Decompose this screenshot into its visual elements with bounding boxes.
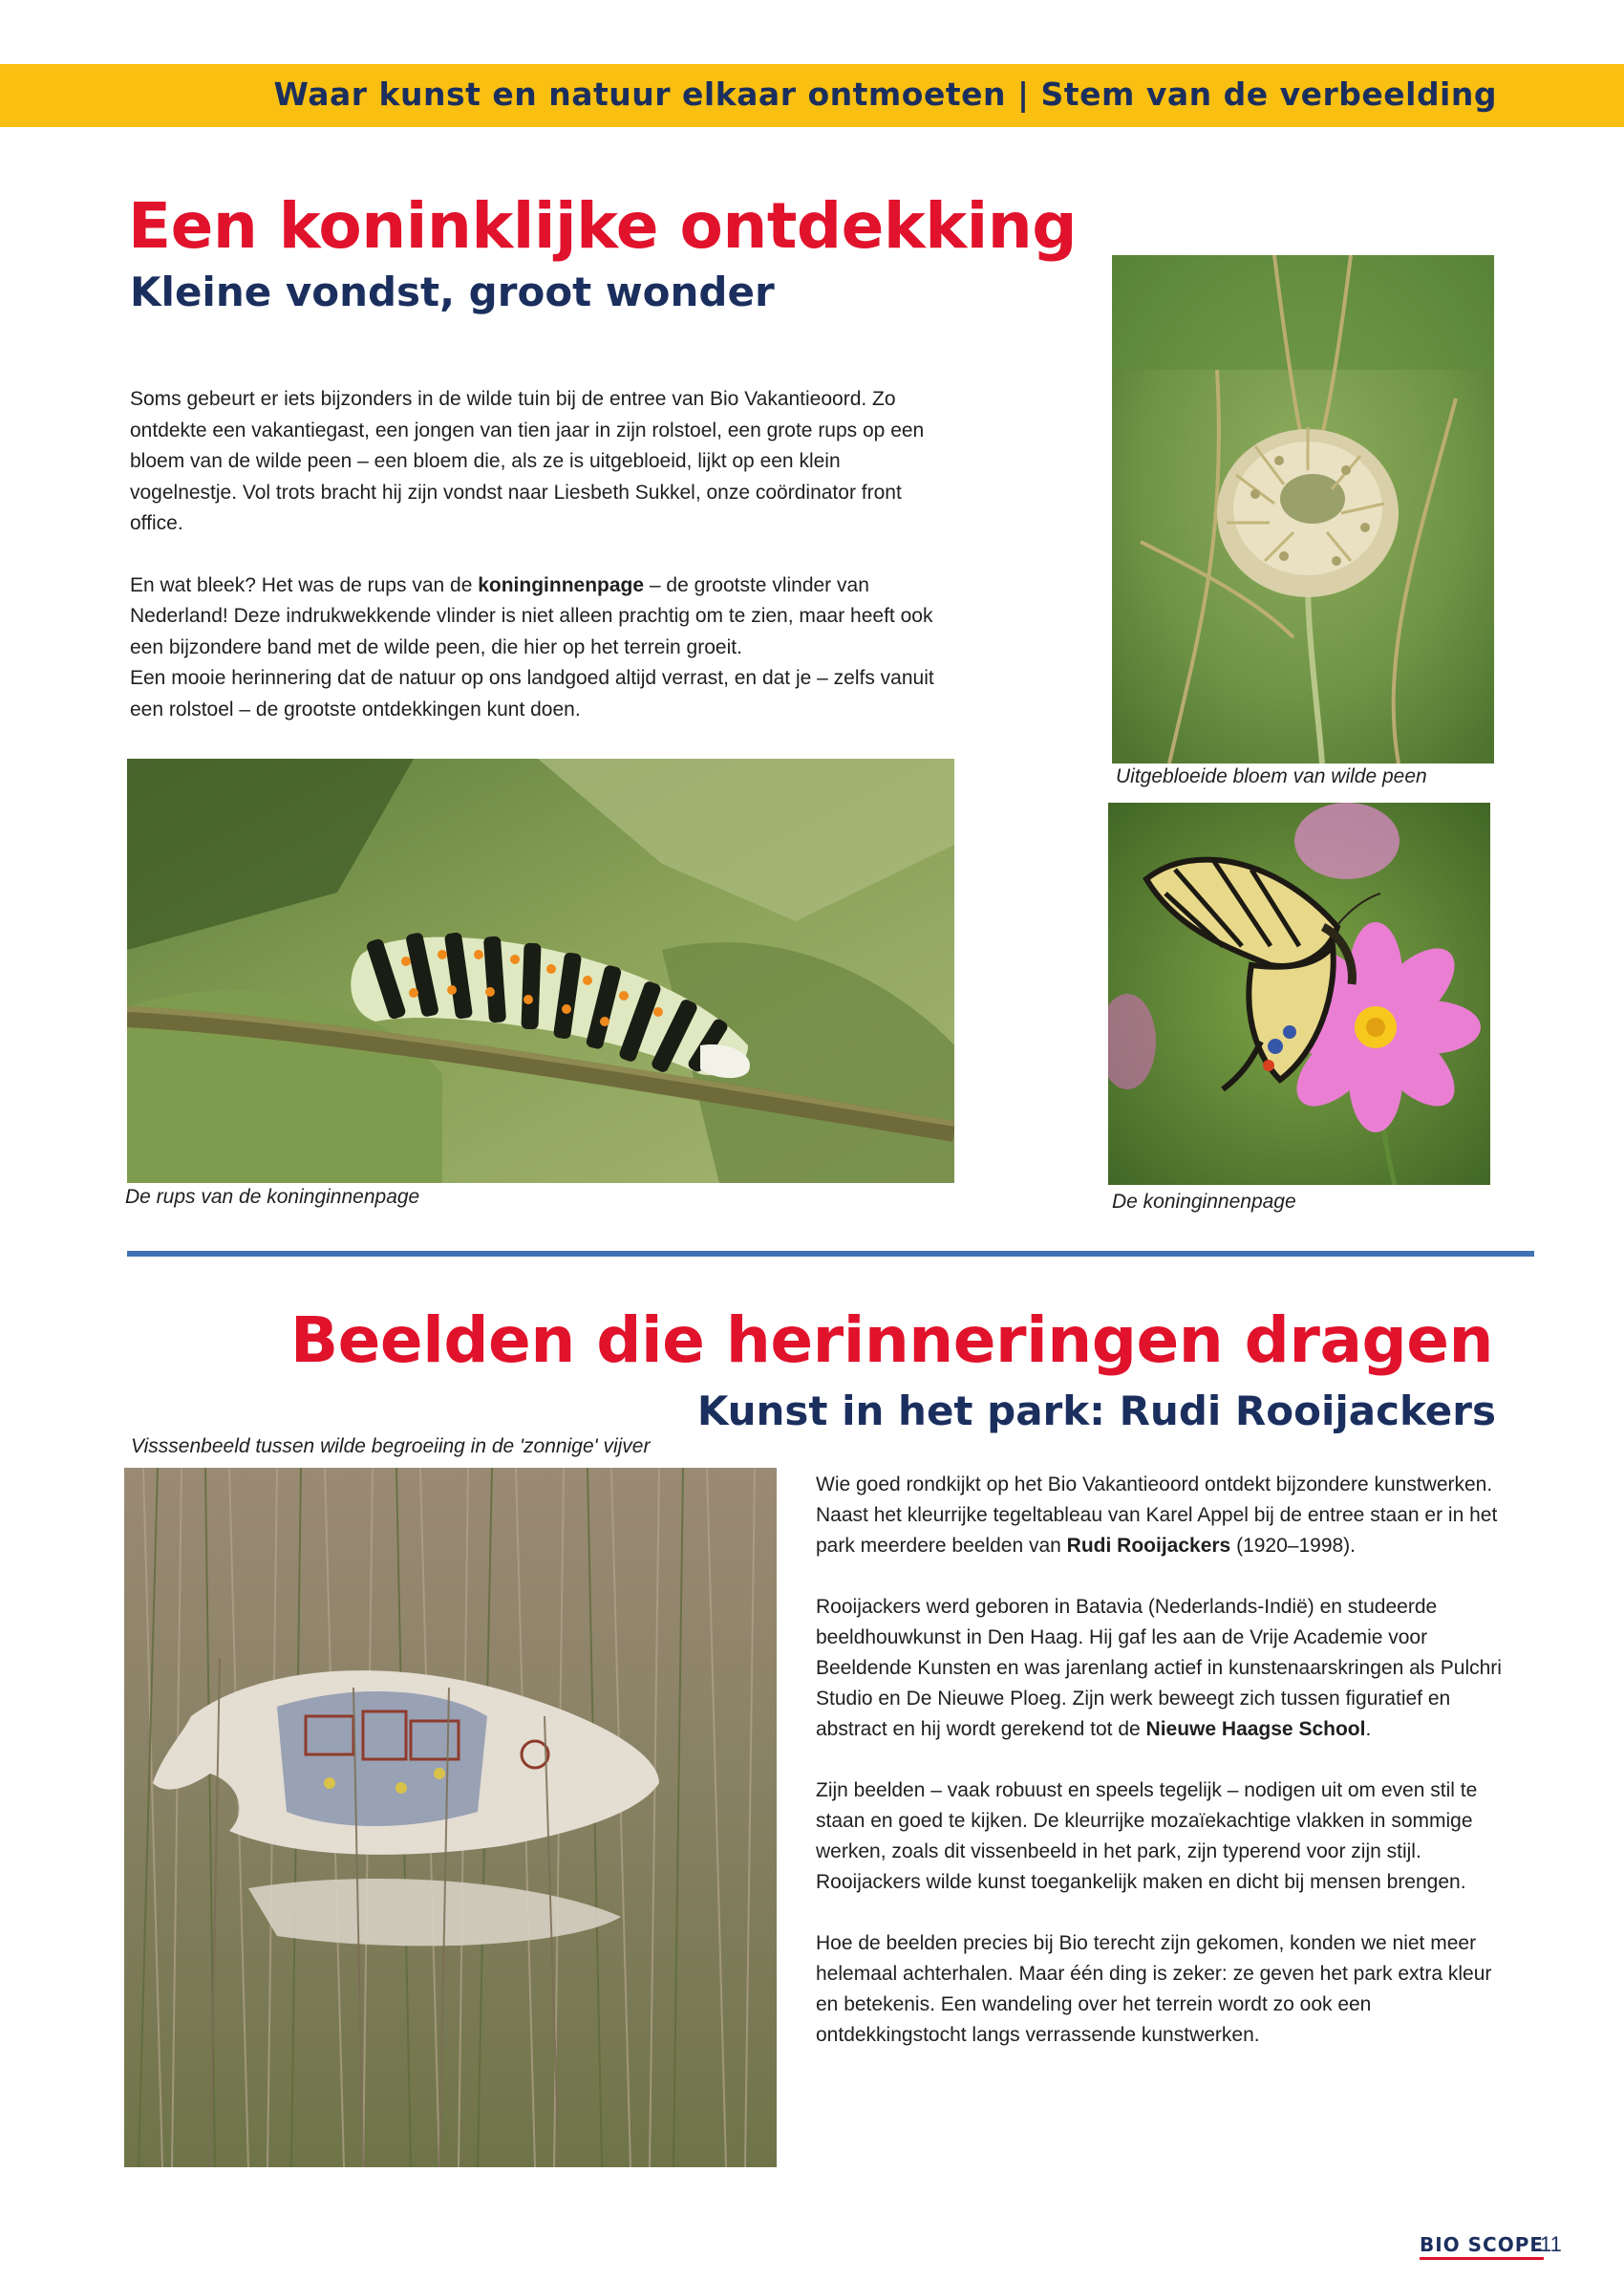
article2-p2-text-b: . — [1365, 1718, 1372, 1740]
article1-paragraph-2 — [130, 570, 951, 664]
caption-butterfly: De koninginnenpage — [1112, 1191, 1296, 1213]
article1-p2-text-b: – de grootste vlinder van Nederland! Deze indrukwekkende vlinder is niet alleen prachtig om te zien, maar heeft ook een bijzondere band met de wilde peen, die hier op het terrein groeit. — [130, 573, 933, 658]
bioscope-logo — [1420, 2233, 1544, 2256]
article2-paragraph-1 — [816, 1470, 1504, 1561]
article1-title: Een koninklijke ontdekking — [128, 189, 1078, 263]
article1-p2-text-a: En wat bleek? Het was de rups van de — [130, 573, 479, 596]
article1-body — [130, 384, 951, 725]
article2-paragraph-2 — [816, 1592, 1504, 1745]
article1-paragraph-3: Een mooie herinnering dat de natuur op ons landgoed altijd verrast, en dat je – zelfs vanuit een rolstoel – de grootste ontdekkingen kunt doen. — [130, 667, 934, 721]
article2-subtitle: Kunst in het park: Rudi Rooijackers — [696, 1387, 1496, 1434]
article2-title: Beelden die herinneringen dragen — [289, 1303, 1493, 1377]
article2-p1-text-b: (1920–1998). — [1230, 1535, 1357, 1557]
article2-p1-text-a: Wie goed rondkijkt op het Bio Vakantieoord ontdekt bijzondere kunstwerken. Naast het kleurrijke tegeltableau van Karel Appel bij de entree staan er in het park meerdere beelden van — [816, 1473, 1498, 1557]
banner-text: Waar kunst en natuur elkaar ontmoeten | Stem van de verbeelding — [273, 75, 1497, 113]
article2-p2-text-a: Rooijackers werd geboren in Batavia (Nederlands-Indië) en studeerde beeldhouwkunst in Den Haag. Hij gaf les aan de Vrije Academie voor Beeldende Kunsten en was jarenlang actief in kunstenaarskringen als Pulchri Studio en De Nieuwe Ploeg. Zijn werk beweegt zich tussen figuratief en abstract en hij wordt gerekend tot de — [816, 1596, 1502, 1740]
fish-sculpture-photo — [124, 1468, 777, 2167]
logo-text-a: BIO — [1420, 2233, 1468, 2260]
wild-carrot-photo — [1112, 255, 1494, 764]
article2-paragraph-4: Hoe de beelden precies bij Bio terecht zijn gekomen, konden we niet meer helemaal achterhalen. Maar één ding is zeker: ze geven het park extra kleur en betekenis. Een wandeling over het terrein wordt zo ook een ontdekkingstocht langs verrassende kunstwerken. — [816, 1932, 1492, 2046]
article1-subtitle: Kleine vondst, groot wonder — [130, 269, 775, 315]
article2-body — [816, 1470, 1504, 2081]
article1-p2-bold: koninginnenpage — [478, 573, 645, 596]
header-banner — [0, 64, 1624, 127]
caption-fish-sculpture: Visssenbeeld tussen wilde begroeiing in de 'zonnige' vijver — [131, 1435, 651, 1457]
article2-paragraph-3: Zijn beelden – vaak robuust en speels tegelijk – nodigen uit om even stil te staan en goed te kijken. De kleurrijke mozaïekachtige vlakken in sommige werken, zoals dit vissenbeeld in het park, zijn typerend voor zijn stijl. Rooijackers wilde kunst toegankelijk maken en dicht bij mensen brengen. — [816, 1779, 1478, 1893]
section-divider — [127, 1251, 1534, 1257]
butterfly-photo — [1108, 803, 1490, 1185]
logo-text-b: SCOPE — [1468, 2233, 1544, 2260]
caterpillar-photo — [127, 759, 954, 1183]
caption-caterpillar: De rups van de koninginnenpage — [125, 1186, 420, 1208]
article2-p1-bold: Rudi Rooijackers — [1066, 1535, 1231, 1557]
caption-wild-carrot: Uitgebloeide bloem van wilde peen — [1116, 765, 1427, 787]
article1-paragraph-1: Soms gebeurt er iets bijzonders in de wilde tuin bij de entree van Bio Vakantieoord. Zo ontdekte een vakantiegast, een jongen van tien jaar in zijn rolstoel, een grote rups op een bloem van de wilde peen – een bloem die, als ze is uitgebloeid, lijkt op een klein vogelnestje. Vol trots bracht hij zijn vondst naar Liesbeth Sukkel, onze coördinator front office. — [130, 388, 925, 534]
page-number: 11 — [1540, 2232, 1562, 2256]
article2-p2-bold: Nieuwe Haagse School — [1145, 1718, 1366, 1740]
